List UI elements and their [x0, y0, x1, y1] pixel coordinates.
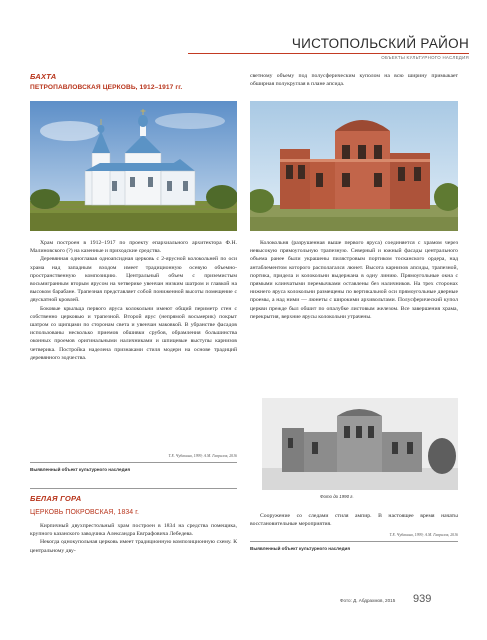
left-section-heading [30, 72, 237, 91]
church-photo-belaya-gora [250, 101, 458, 231]
archival-photo [262, 398, 458, 490]
author-credit-right: Т.Е. Чубакина, 1999; А.М. Гаврилов, 2016 [389, 533, 458, 538]
right-article-text-2 [250, 512, 458, 551]
left-credit-block [30, 454, 237, 472]
heritage-label: Выявленный объект культурного наследия [30, 467, 131, 472]
left-section-heading-2 [30, 488, 237, 516]
divider [30, 488, 237, 489]
right-article-text [250, 239, 458, 321]
left2-paragraph-1: Кирпичный двухпрестольный храм построен в 1834 на средства помещика, крупного казанского заводчика Александра Евграфовича Лебедева. [30, 523, 237, 538]
place-name-2: БЕЛАЯ ГОРА [30, 494, 82, 503]
church-photo-bakhta [30, 101, 237, 231]
photo-credit: Фото: Д. Абдрахмов, 2015 [340, 598, 396, 603]
left-article-text-2 [30, 522, 237, 555]
left-paragraph-2: Деревянная одноглавая одноапсидная церковь с 2-ярусной колокольней по оси храма над западным входом имеет традиционную осевую объемно-пространственную композицию. Центральный объем с приземистым восьмигранным вторым ярусом на четверике увенчан низким шатром и главкой на высоком барабане. Трапезная представляет собой пониженной высоты помещение с двускатной кровлей. [30, 256, 237, 304]
place-name: БАХТА [30, 72, 57, 81]
left-paragraph-1: Храм построен в 1912–1917 по проекту епархиального архитектора Ф.Н. Малиновского (?) на казенные и приходские средства. [30, 240, 237, 255]
right-paragraph: Колокольня (разрушенная выше первого яруса) соединяется с храмом через невысокую прямоугольную трапезную. Северный и южный фасады центрального объема ранее были украшены пилястровым портиком тосканского ордера, над антаблементом которого располагался люнет. Высота карнизов апсиды, трапезной, портика, придела и колокольни выдержана в одну линию. Прямоугольные окна с прямыми клинчатыми перемычками оставлены без наличников. На трех сторонах нижнего яруса колокольни размещены по вертикальной оси прямоугольные дверные проемы, а над ними — люнеты с широкими архивольтами. Полусферический купол церкви прежде был обшит по опалубке листовым железом. Все завершения храма, перекрытия, верхние ярусы колокольни утрачены. [250, 240, 458, 320]
photo-caption: Фото до 1990 г. [320, 494, 354, 499]
left-paragraph-3: Боковые крыльца первого яруса колокольни имеют общий периметр стен с собственно церковью и трапезной. Второй ярус (непрямой восьмерик) покрыт шатром со щипцами по сторонам света и увенчан маковкой. В убранстве фасадов использованы несколько приемов обшивки срубов, обрамления большинства оконных проемов оригинальными наличниками и шпицевые выступы карнизов четверика. Постройка наделена признаками стиля модерн на основе традиций деревянного зодчества. [30, 305, 237, 361]
author-credit: Т.Е. Чубакина, 1999; А.М. Гаврилов, 2016 [168, 454, 237, 458]
divider [30, 462, 237, 463]
left-article-text [30, 239, 237, 362]
header-rule [188, 53, 469, 54]
header-title: ЧИСТОПОЛЬСКИЙ РАЙОН [291, 36, 469, 51]
left2-paragraph-2: Некогда однокупольная церковь имеет традиционную композиционную схему. К центральному дву- [30, 539, 237, 554]
right-intro: светному объему под полусферическим куполом на всю ширину примыкает обширная полукруглая в плане апсида. [250, 73, 458, 88]
page-number: 939 [413, 593, 432, 605]
heritage-label-right: Выявленный объект культурного наследия [250, 546, 351, 552]
divider [250, 541, 458, 542]
header-subtitle: ОБЪЕКТЫ КУЛЬТУРНОГО НАСЛЕДИЯ [381, 55, 469, 60]
right-paragraph-2: Сооружение со следами стиля ампир. В настоящее время начаты восстановительные мероприятия. [250, 513, 458, 528]
church-title: ПЕТРОПАВЛОВСКАЯ ЦЕРКОВЬ, 1912–1917 гг. [30, 84, 183, 91]
church-title-2: ЦЕРКОВЬ ПОКРОВСКАЯ, 1834 г. [30, 509, 140, 516]
right-intro-text [250, 72, 458, 88]
